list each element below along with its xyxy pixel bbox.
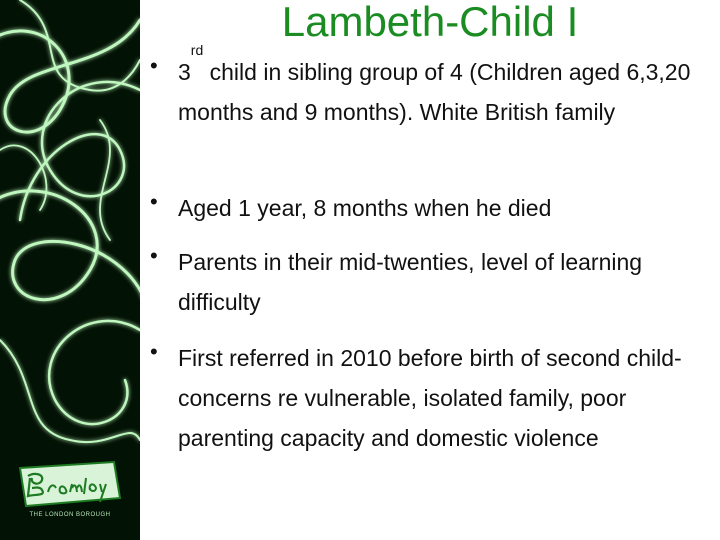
bullet-text-1-body: child in sibling group of 4 (Children aged 6,3,20 months and 9 months). White British family [178,59,691,125]
bullet-ordinal-suffix: rd [190,42,204,58]
bullet-text-2: Aged 1 year, 8 months when he died [178,195,552,221]
bullet-text-4: First referred in 2010 before birth of second child-concerns re vulnerable, isolated family, poor parenting capacity and domestic violence [178,345,682,451]
bromley-logo-mark [14,458,126,512]
logo-subtitle: THE LONDON BOROUGH [29,512,111,518]
bullet-dot-icon: • [150,189,158,214]
bullet-dot-icon: • [150,243,158,268]
bullet-ordinal-number: 3 [178,59,191,85]
bullet-text-3: Parents in their mid-twenties, level of learning difficulty [178,249,643,315]
decorative-sidebar [0,0,140,540]
bullet-dot-icon: • [150,53,158,78]
bullet-text-1 [178,42,708,132]
slide-title: Lambeth-Child I [281,0,579,45]
bromley-logo [14,458,126,526]
bullet-dot-icon: • [150,339,158,364]
